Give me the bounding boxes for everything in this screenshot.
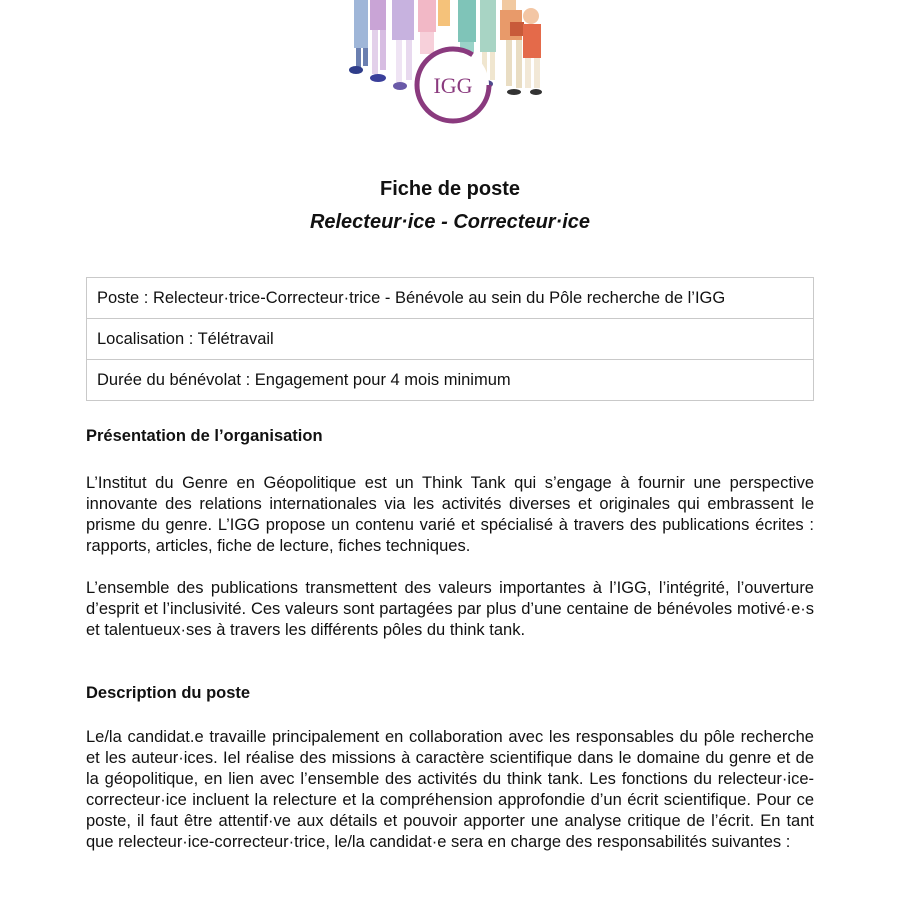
igg-logo xyxy=(320,0,580,135)
job-location-cell: Localisation : Télétravail xyxy=(87,319,814,360)
organisation-heading: Présentation de l’organisation xyxy=(86,427,323,445)
organisation-paragraph-1: L’Institut du Genre en Géopolitique est un Think Tank qui s’engage à fournir une perspective innovante des relations internationales via les activités diverses et originales qui embrassent le prisme du genre. L’IGG propose un contenu varié et spécialisé à travers des publications écrites : rapports, articles, fiche de lecture, fiches techniques. xyxy=(86,474,814,555)
job-duration-cell: Durée du bénévolat : Engagement pour 4 mois minimum xyxy=(87,360,814,401)
job-position-cell: Poste : Relecteur·trice-Correcteur·trice - Bénévole au sein du Pôle recherche de l’IGG xyxy=(87,278,814,319)
table-row xyxy=(87,278,814,319)
document-subtitle: Relecteur·ice - Correcteur·ice xyxy=(309,211,591,233)
poste-heading: Description du poste xyxy=(86,684,251,702)
document-title: Fiche de poste xyxy=(379,178,521,200)
organisation-paragraph-2: L’ensemble des publications transmettent des valeurs importantes à l’IGG, l’intégrité, l’ouverture d’esprit et l’inclusivité. Ces valeurs sont partagées par plus d’une centaine de bénévoles motivé·e·s et talentueux·ses à travers les différents pôles du think tank. xyxy=(86,579,814,639)
poste-paragraph-1: Le/la candidat.e travaille principalement en collaboration avec les responsables du pôle recherche et les auteur·ices. Iel réalise des missions à caractère scientifique dans le domaine du genre et de la géopolitique, en lien avec l’ensemble des activités du think tank. Les fonctions du relecteur·ice-correcteur·ice incluent la relecture et la compréhension approfondie d’un écrit scientifique. Pour ce poste, il faut être attentif·ve aux détails et pouvoir apporter une analyse critique de l’écrit. En tant que relecteur·ice-correcteur·trice, le/la candidat·e sera en charge des responsabilités suivantes : xyxy=(86,728,814,851)
logo-text: IGG xyxy=(433,73,473,98)
table-row xyxy=(87,360,814,401)
logo-illustration xyxy=(320,0,580,135)
job-info-table xyxy=(86,277,814,401)
table-row xyxy=(87,319,814,360)
